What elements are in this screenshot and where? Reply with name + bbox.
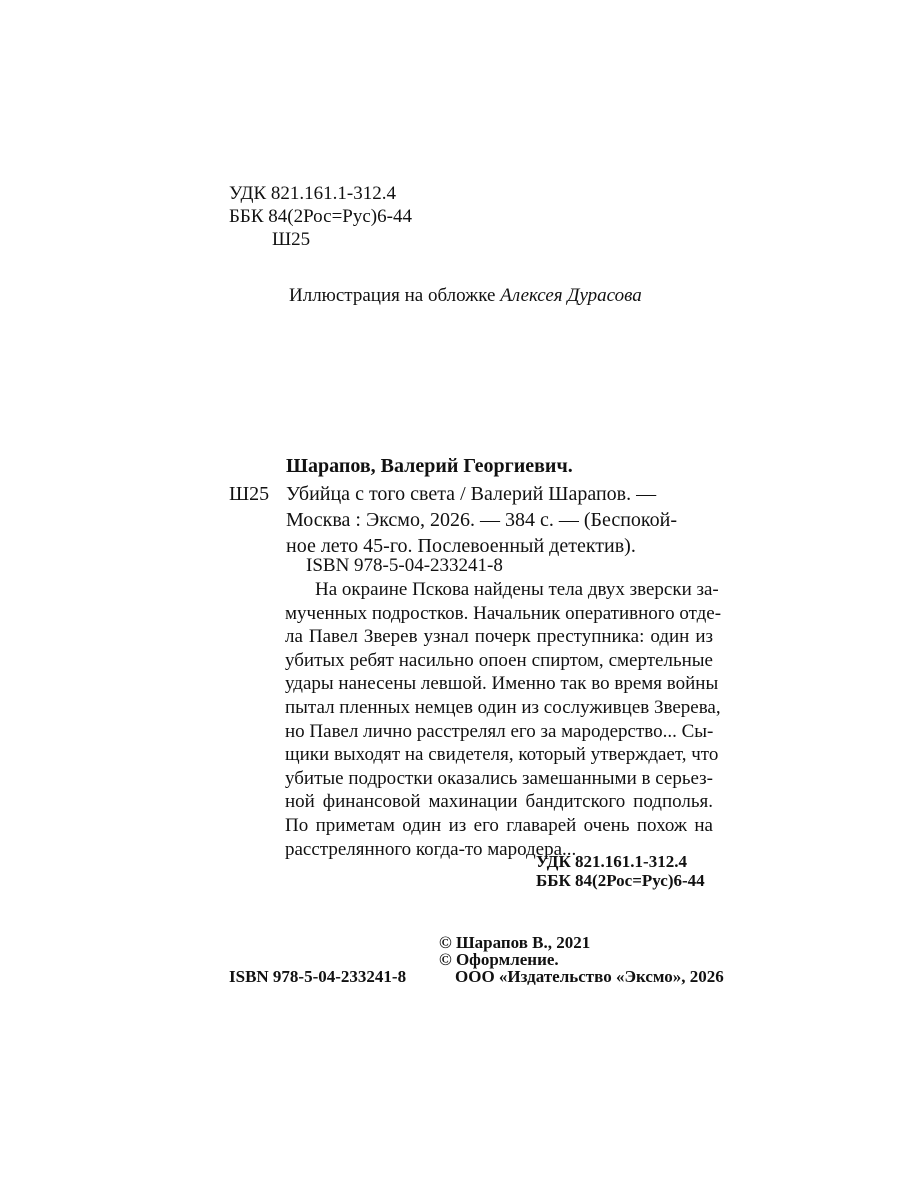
abstract-line: На окраине Пскова найдены тела двух зверски за- <box>315 579 719 600</box>
udk-bottom: УДК 821.161.1-312.4 <box>536 852 687 871</box>
bbk-bottom: ББК 84(2Рос=Рус)6-44 <box>536 871 705 890</box>
abstract-line: расстрелянного когда-то мародера... <box>285 838 577 860</box>
cover-credit <box>289 285 642 307</box>
catalog-code: Ш25 <box>229 483 270 505</box>
bbk-top: ББК 84(2Рос=Рус)6-44 <box>229 206 412 227</box>
catalog-isbn: ISBN 978-5-04-233241-8 <box>306 555 503 576</box>
cover-credit-artist: Алексея Дурасова <box>500 285 642 306</box>
udk-top: УДК 821.161.1-312.4 <box>229 183 396 204</box>
abstract-line: убитых ребят насильно опоен спиртом, смертельные <box>285 649 713 671</box>
copyright-design: © Оформление. <box>439 950 559 969</box>
abstract-line: ной финансовой махинации бандитского подполья. <box>285 791 713 813</box>
copyright-author: © Шарапов В., 2021 <box>439 933 591 952</box>
cover-credit-prefix: Иллюстрация на обложке <box>289 285 501 306</box>
abstract-line: пытал пленных немцев один из сослуживцев Зверева, <box>285 696 721 718</box>
abstract-line: мученных подростков. Начальник оперативного отде- <box>285 602 722 624</box>
abstract-line: убитые подростки оказались замешанными в серьез- <box>285 767 713 789</box>
abstract-line: По приметам один из его главарей очень похож на <box>285 814 713 836</box>
abstract-line: но Павел лично расстрелял его за мародерство... Сы- <box>285 720 714 742</box>
abstract-line: щики выходят на свидетеля, который утверждает, что <box>285 744 719 766</box>
catalog-line: Убийца с того света / Валерий Шарапов. — <box>286 483 657 505</box>
catalog-line: Москва : Эксмо, 2026. — 384 с. — (Беспокой- <box>286 509 677 531</box>
abstract-line: удары нанесены левшой. Именно так во время войны <box>285 673 719 695</box>
author-code-top: Ш25 <box>272 229 311 250</box>
abstract <box>285 578 722 861</box>
copyright-publisher: ООО «Издательство «Эксмо», 2026 <box>455 967 724 986</box>
isbn-bottom: ISBN 978-5-04-233241-8 <box>229 967 407 986</box>
abstract-line: ла Павел Зверев узнал почерк преступника: один из <box>285 626 713 648</box>
catalog-line: ное лето 45-го. Послевоенный детектив). <box>286 535 636 557</box>
catalog-author: Шарапов, Валерий Георгиевич. <box>286 455 573 477</box>
